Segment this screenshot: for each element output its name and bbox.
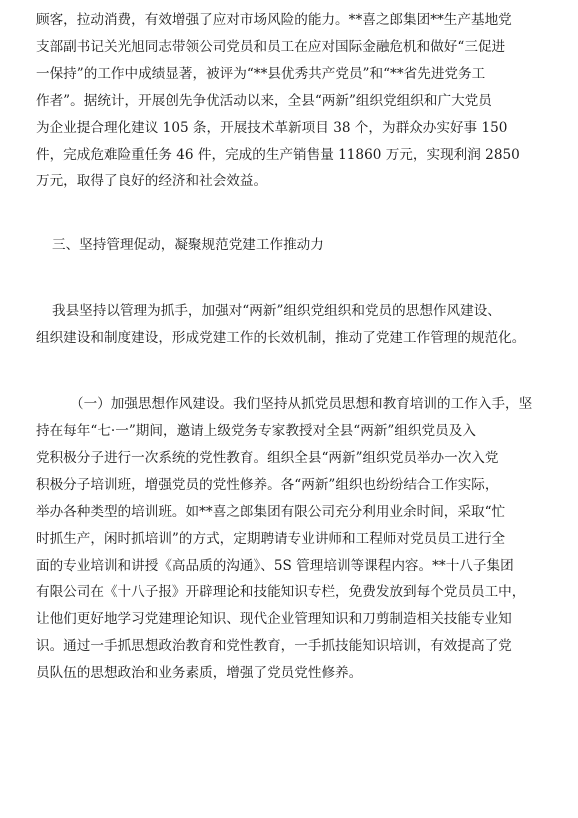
- paragraph-3-line-8: 有限公司在《十八子报》开辟理论和技能知识专栏，免费发放到每个党员员工中，: [36, 584, 526, 600]
- paragraph-2-line-1: 我县坚持以管理为抓手，加强对“两新”组织党组织和党员的思想作风建设、: [52, 303, 501, 319]
- paragraph-1-line-6: 件，完成危难险重任务 46 件，完成的生产销售量 11860 万元，实现利润 2850: [36, 147, 520, 163]
- paragraph-3-line-2: 持在每年“七·一”期间，邀请上级党务专家教授对全县“两新”组织党员及入: [36, 423, 476, 439]
- paragraph-3-line-6: 时抓生产，闲时抓培训”的方式，定期聘请专业讲师和工程师对党员员工进行全: [36, 531, 506, 547]
- section-heading: 三、坚持管理促动，凝聚规范党建工作推动力: [52, 237, 324, 253]
- paragraph-1-line-7: 万元，取得了良好的经济和社会效益。: [36, 173, 268, 189]
- paragraph-3-line-3: 党积极分子进行一次系统的党性教育。组织全县“两新”组织党员举办一次入党: [36, 450, 499, 466]
- paragraph-3-line-1: （一）加强思想作风建设。我们坚持从抓党员思想和教育培训的工作入手，坚: [70, 396, 533, 412]
- paragraph-1-line-4: 作者”。据统计，开展创先争优活动以来，全县“两新”组织党组织和广大党员: [36, 93, 492, 109]
- paragraph-2-line-2: 组织建设和制度建设，形成党建工作的长效机制，推动了党建工作管理的规范化。: [36, 330, 526, 346]
- paragraph-1-line-3: 一保持”的工作中成绩显著，被评为“**县优秀共产党员”和“**省先进党务工: [36, 66, 486, 82]
- paragraph-1-line-2: 支部副书记关光旭同志带领公司党员和员工在应对国际金融危机和做好“三促进: [36, 39, 506, 55]
- paragraph-3-line-9: 让他们更好地学习党建理论知识、现代企业管理知识和刀剪制造相关技能专业知: [36, 611, 512, 627]
- paragraph-3-line-11: 员队伍的思想政治和业务素质，增强了党员党性修养。: [36, 665, 363, 681]
- paragraph-1-line-1: 顾客，拉动消费，有效增强了应对市场风险的能力。**喜之郎集团**生产基地党: [36, 12, 512, 28]
- paragraph-3-line-4: 积极分子培训班，增强党员的党性修养。各“两新”组织也纷纷结合工作实际，: [36, 477, 499, 493]
- paragraph-3-line-7: 面的专业培训和讲授《高品质的沟通》、5S 管理培训等课程内容。**十八子集团: [36, 558, 514, 574]
- paragraph-3-line-10: 识。通过一手抓思想政治教育和党性教育，一手抓技能知识培训，有效提高了党: [36, 638, 512, 654]
- paragraph-3-line-5: 举办各种类型的培训班。如**喜之郎集团有限公司充分利用业余时间，采取“忙: [36, 504, 506, 520]
- paragraph-1-line-5: 为企业提合理化建议 105 条，开展技术革新项目 38 个，为群众办实好事 150: [36, 120, 508, 136]
